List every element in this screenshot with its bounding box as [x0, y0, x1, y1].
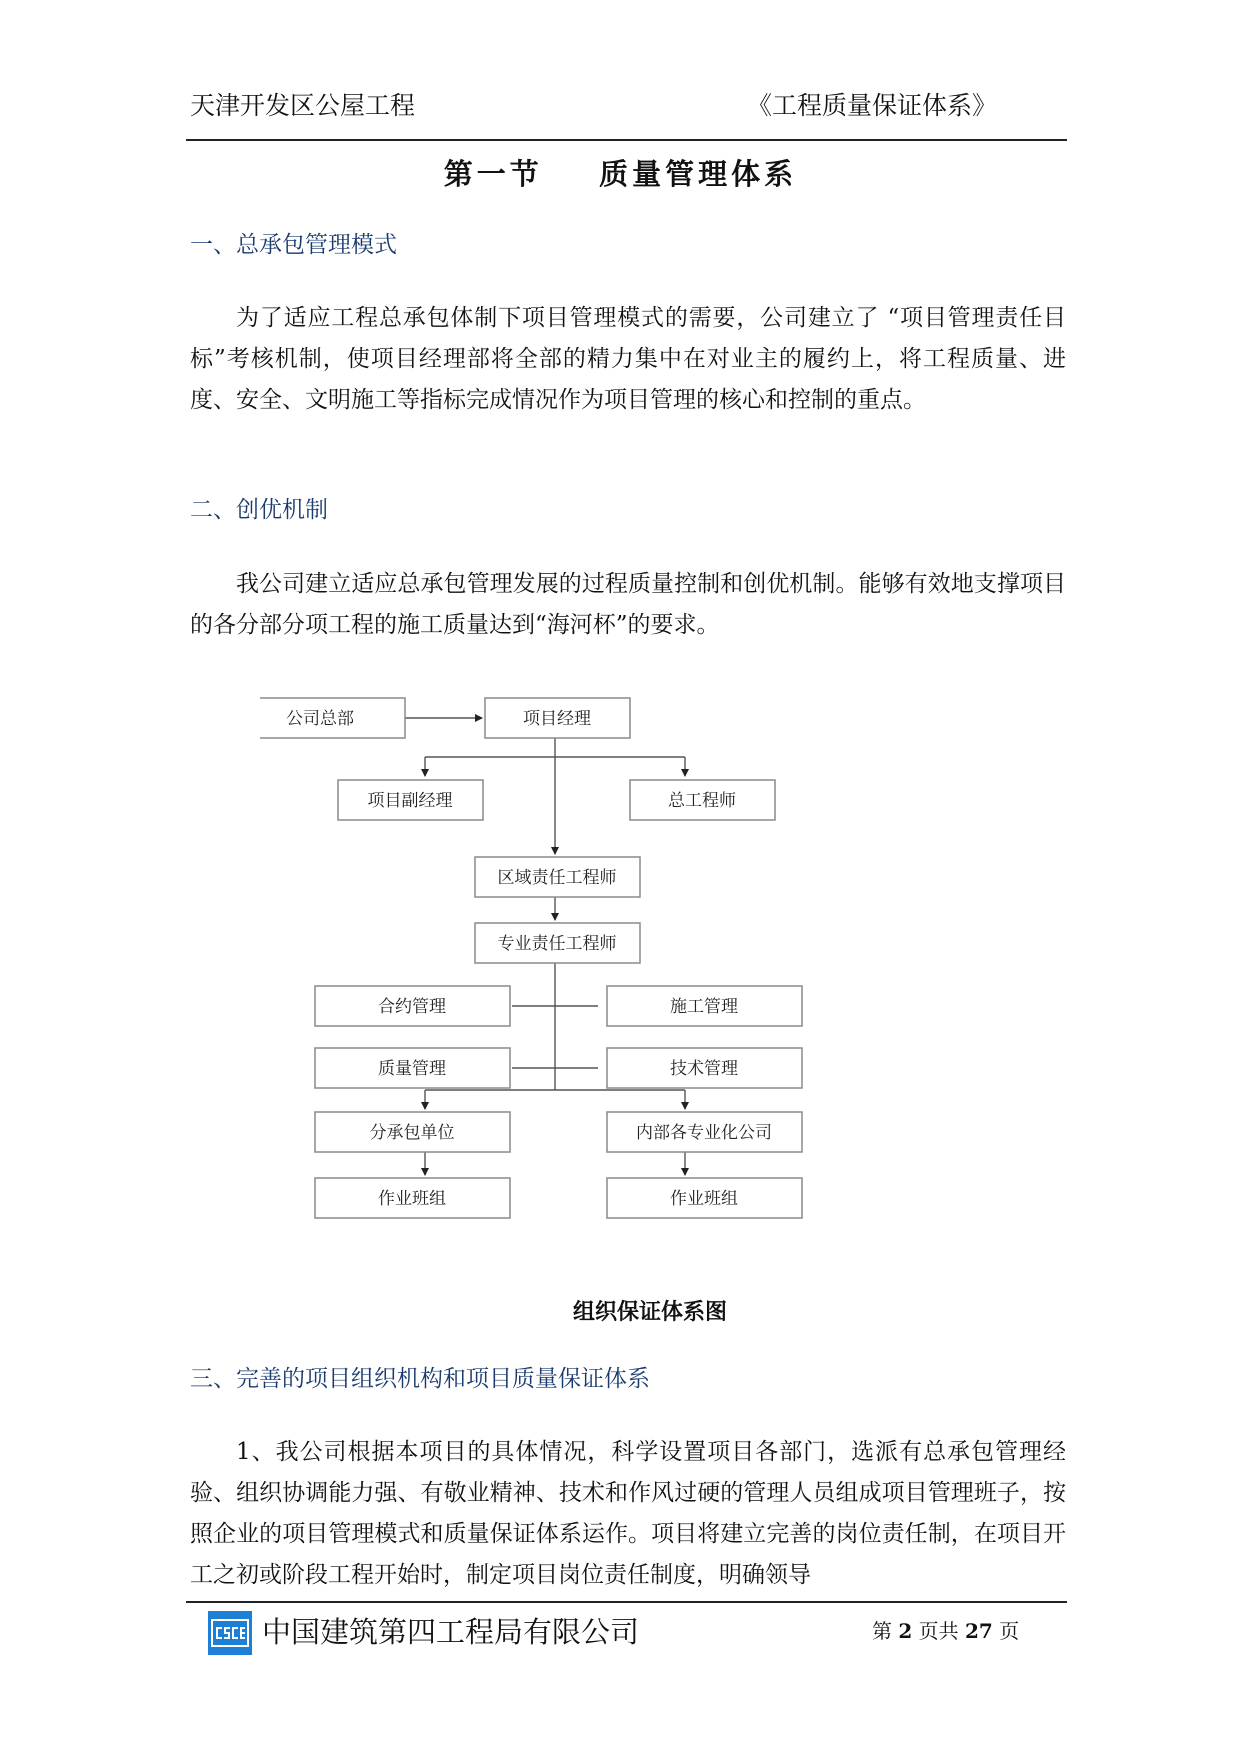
org-chart: [260, 695, 820, 1260]
svg-text:分承包单位: 分承包单位: [369, 1123, 455, 1143]
org-node-work-team-left: [315, 1178, 510, 1218]
paragraph-general-contracting: 为了适应工程总承包体制下项目管理模式的需要，公司建立了 “项目管理责任目标”考核机制，使项目经理部将全部的精力集中在对业主的履约上，将工程质量、进度、安全、文明施工等指标完成情况作为项目管理的核心和控制的重点。: [190, 305, 1066, 413]
org-node-work-team-right: [607, 1178, 802, 1218]
org-node-technical-management: [607, 1048, 802, 1088]
svg-text:合约管理: 合约管理: [378, 997, 446, 1017]
paragraph-project-organization: 1、我公司根据本项目的具体情况，科学设置项目各部门，选派有总承包管理经验、组织协调能力强、有敬业精神、技术和作风过硬的管理人员组成项目管理班子，按照企业的项目管理模式和质量保证体系运作。项目将建立完善的岗位责任制，在项目开工之初或阶段工程开始时，制定项目岗位责任制度，明确领导: [190, 1439, 1066, 1588]
org-chart-caption: 组织保证体系图: [572, 1300, 727, 1325]
svg-text:项目经理: 项目经理: [523, 709, 591, 729]
org-node-quality-management: [315, 1048, 510, 1088]
svg-text:作业班组: 作业班组: [378, 1189, 446, 1209]
svg-text:施工管理: 施工管理: [670, 997, 738, 1017]
org-node-subcontractor: [315, 1112, 510, 1152]
org-node-contract-management: [315, 986, 510, 1026]
page-prefix: 第: [872, 1619, 892, 1643]
header-divider: [186, 139, 1067, 141]
page-current: 2: [898, 1619, 913, 1643]
svg-text:公司总部: 公司总部: [286, 709, 354, 729]
heading-general-contracting: 一、总承包管理模式: [190, 232, 397, 258]
org-node-construction-management: [607, 986, 802, 1026]
org-node-internal-companies: [607, 1112, 802, 1152]
page-total: 27: [965, 1619, 993, 1643]
svg-text:技术管理: 技术管理: [670, 1059, 738, 1079]
page-suffix: 页: [999, 1619, 1020, 1643]
org-node-company-hq: [260, 698, 405, 738]
cscec-logo-icon: [208, 1611, 252, 1655]
org-node-chief-engineer: [630, 780, 775, 820]
heading-project-organization: 三、完善的项目组织机构和项目质量保证体系: [190, 1366, 650, 1392]
footer-company-name: 中国建筑第四工程局有限公司: [262, 1615, 640, 1649]
svg-text:区域责任工程师: 区域责任工程师: [497, 868, 617, 888]
section-title: 第一节 质量管理体系: [443, 157, 798, 191]
footer-divider: [186, 1601, 1067, 1603]
paragraph-excellence-mechanism: 我公司建立适应总承包管理发展的过程质量控制和创优机制。能够有效地支撑项目的各分部分项工程的施工质量达到“海河杯”的要求。: [190, 571, 1066, 638]
svg-text:内部各专业化公司: 内部各专业化公司: [636, 1123, 772, 1143]
header-document-title: 《工程质量保证体系》: [746, 91, 997, 120]
org-node-area-engineer: [475, 857, 640, 897]
svg-text:质量管理: 质量管理: [378, 1059, 446, 1079]
svg-text:总工程师: 总工程师: [668, 791, 736, 811]
svg-text:专业责任工程师: 专业责任工程师: [497, 934, 617, 954]
footer-page-number: [872, 1615, 1019, 1644]
svg-text:作业班组: 作业班组: [670, 1189, 738, 1209]
svg-text:项目副经理: 项目副经理: [367, 791, 453, 811]
org-node-deputy-manager: [338, 780, 483, 820]
header-project-name: 天津开发区公屋工程: [190, 91, 416, 120]
heading-excellence-mechanism: 二、创优机制: [190, 497, 328, 523]
org-node-project-manager: [485, 698, 630, 738]
page-middle: 页共: [918, 1619, 959, 1643]
org-node-specialist-engineer: [475, 923, 640, 963]
